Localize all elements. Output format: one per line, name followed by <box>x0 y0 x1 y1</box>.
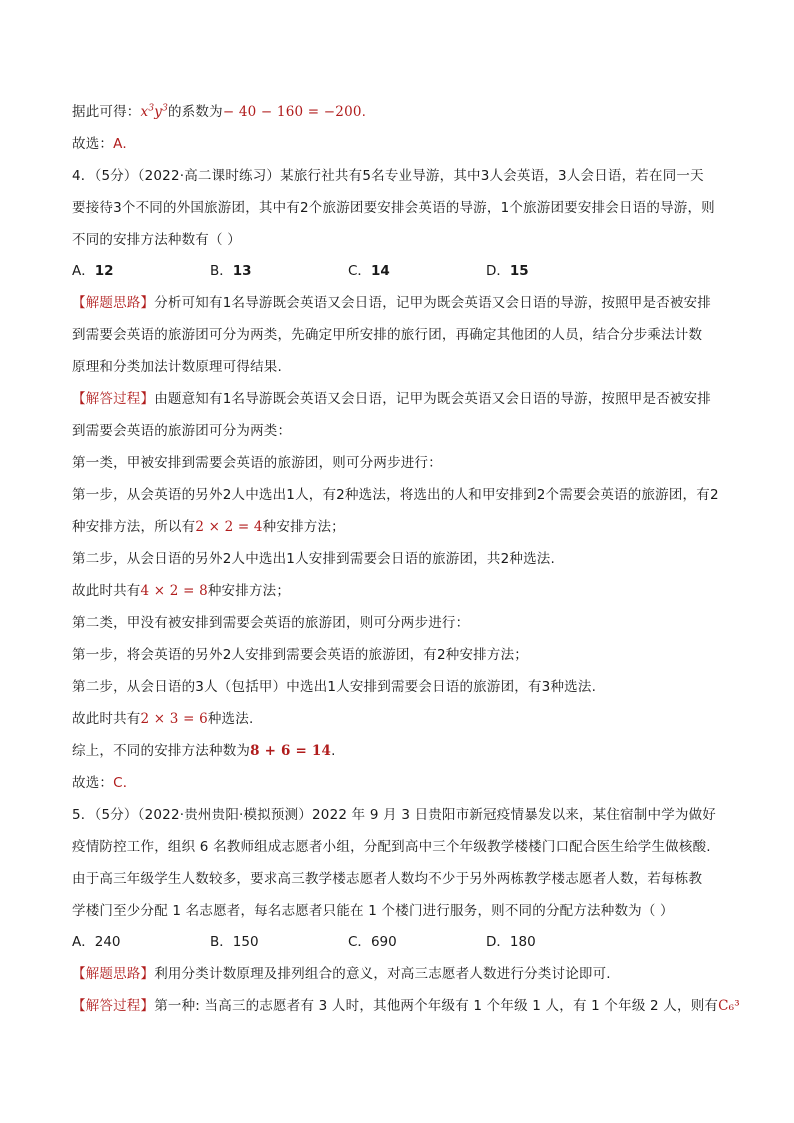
text: 种选法. <box>207 711 254 727</box>
option-value: 240 <box>94 934 121 950</box>
q4-idea-line3: 原理和分类加法计数原理可得结果. <box>72 359 282 375</box>
q4-option-c <box>348 262 390 280</box>
option-label: C． <box>348 263 371 279</box>
option-value: 12 <box>94 263 114 279</box>
q5-option-c <box>348 933 397 951</box>
choice-answer: C <box>113 775 123 791</box>
text: 种安排方法，所以有 <box>72 519 196 535</box>
q5-line3: 由于高三年级学生人数较多，要求高三教学楼志愿者人数均不少于另外两栋教学楼志愿者人数，若每栋教 <box>72 871 703 887</box>
q4-option-b <box>210 262 252 280</box>
q4-idea-line2: 到需要会英语的旅游团可分为两类，先确定甲所安排的旅行团，再确定其他团的人员，结合分步乘法计数 <box>72 327 703 343</box>
q5-line2: 疫情防控工作，组织 6 名教师组成志愿者小组，分配到高中三个年级教学楼楼门口配合医生给学生做核酸. <box>72 839 711 855</box>
q4-summary <box>72 742 732 760</box>
intro-choice-line <box>72 135 732 153</box>
q4-idea-line1 <box>72 294 732 312</box>
result-expression: $x^3y^3$ <box>140 103 169 120</box>
math-expression: 2 × 2 = 4 <box>195 519 263 535</box>
q4-case2-step2: 第二步，从会日语的3人（包括甲）中选出1人安排到需要会日语的旅游团，有3种选法. <box>72 679 597 695</box>
text: 种安排方法； <box>262 519 345 535</box>
q4-case1-step1b <box>72 518 732 536</box>
choice-end: ． <box>122 775 137 791</box>
option-label: D． <box>486 934 510 950</box>
text: . <box>331 743 336 759</box>
option-value: 15 <box>509 263 529 279</box>
q4-line2: 要接待3个不同的外国旅游团，其中有2个旅游团要安排会英语的导游，1个旅游团要安排会日语的导游，则 <box>72 200 715 216</box>
process-text: 由题意知有1名导游既会英语又会日语，记甲为既会英语又会日语的导游，按照甲是否被安排 <box>154 391 711 407</box>
q4-case2-total <box>72 710 732 728</box>
option-label: B． <box>210 263 233 279</box>
option-value: 690 <box>370 934 397 950</box>
q5-process-line1 <box>72 997 740 1015</box>
choice-end: . <box>122 136 127 152</box>
q4-header: 4．（5分）（2022·高二课时练习）某旅行社共有5名专业导游，其中3人会英语，3人会日语，若在同一天 <box>72 168 704 184</box>
q5-idea-line1 <box>72 965 732 983</box>
option-value: 14 <box>370 263 390 279</box>
q4-case2-title: 第二类，甲没有被安排到需要会英语的旅游团，则可分两步进行： <box>72 615 470 631</box>
idea-tag: 【解题思路】 <box>72 966 155 982</box>
q4-option-a <box>72 262 114 280</box>
process-tag: 【解答过程】 <box>72 998 155 1014</box>
q4-case1-title: 第一类，甲被安排到需要会英语的旅游团，则可分两步进行： <box>72 455 442 471</box>
math-expression: C₆³ <box>718 998 740 1014</box>
idea-text: 利用分类计数原理及排列组合的意义，对高三志愿者人数进行分类讨论即可. <box>154 966 611 982</box>
option-label: A． <box>72 263 95 279</box>
math-expression: 8 + 6 = 14 <box>250 743 332 759</box>
result-mid: 的系数为 <box>168 104 223 120</box>
q4-case2-step1: 第一步，将会英语的另外2人安排到需要会英语的旅游团，有2种安排方法； <box>72 647 528 663</box>
idea-tag: 【解题思路】 <box>72 295 155 311</box>
q5-line4: 学楼门至少分配 1 名志愿者，每名志愿者只能在 1 个楼门进行服务，则不同的分配方法种数为（ ） <box>72 903 674 919</box>
q4-line3: 不同的安排方法种数有（ ） <box>72 232 241 248</box>
option-label: B． <box>210 934 233 950</box>
option-label: D． <box>486 263 510 279</box>
text: 故此时共有 <box>72 711 141 727</box>
choice-label: 故选： <box>72 136 114 152</box>
text: 种安排方法； <box>207 583 291 599</box>
result-line <box>72 103 732 121</box>
q4-option-d <box>486 262 529 280</box>
q5-option-d <box>486 933 536 951</box>
q4-choice-line <box>72 774 732 792</box>
math-expression: 4 × 2 = 8 <box>140 583 208 599</box>
process-text: 第一种: 当高三的志愿者有 3 人时，其他两个年级有 1 个年级 1 人，有 1 个年级 2 人，则有 <box>154 998 719 1014</box>
math-expression: 2 × 3 = 6 <box>140 711 208 727</box>
q4-case1-step1a: 第一步，从会英语的另外2人中选出1人，有2种选法，将选出的人和甲安排到2个需要会英语的旅游团，有2 <box>72 487 719 503</box>
q5-header: 5．（5分）（2022·贵州贵阳·模拟预测）2022 年 9 月 3 日贵阳市新冠疫情暴发以来，某住宿制中学为做好 <box>72 807 717 823</box>
q4-case1-total <box>72 582 732 600</box>
result-end: . <box>361 104 367 120</box>
result-prefix: 据此可得： <box>72 104 141 120</box>
q5-option-a <box>72 933 121 951</box>
option-label: C． <box>348 934 371 950</box>
q4-case1-step2: 第二步，从会日语的另外2人中选出1人安排到需要会日语的旅游团，共2种选法. <box>72 551 555 567</box>
q4-process-line2: 到需要会英语的旅游团可分为两类： <box>72 423 292 439</box>
idea-text: 分析可知有1名导游既会英语又会日语，记甲为既会英语又会日语的导游，按照甲是否被安排 <box>154 295 711 311</box>
text: 故此时共有 <box>72 583 141 599</box>
result-value: − 40 − 160 = −200 <box>222 104 362 120</box>
option-value: 13 <box>232 263 252 279</box>
option-value: 180 <box>509 934 536 950</box>
text: 综上，不同的安排方法种数为 <box>72 743 251 759</box>
q4-process-line1 <box>72 390 732 408</box>
q5-option-b <box>210 933 259 951</box>
choice-label: 故选： <box>72 775 114 791</box>
choice-answer: A <box>113 136 123 152</box>
option-value: 150 <box>232 934 259 950</box>
option-label: A． <box>72 934 95 950</box>
process-tag: 【解答过程】 <box>72 391 155 407</box>
